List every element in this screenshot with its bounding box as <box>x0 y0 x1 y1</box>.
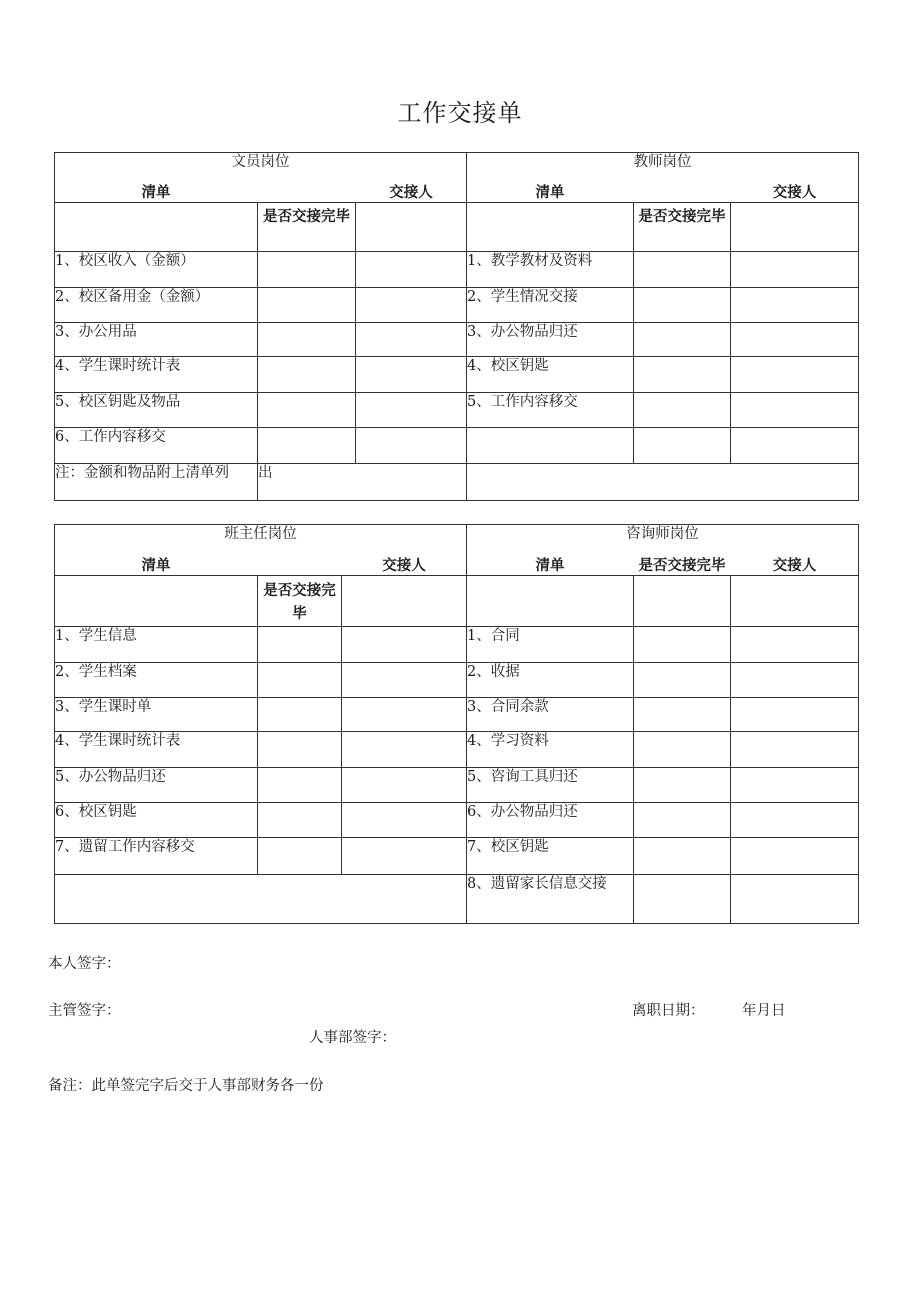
done-cell[interactable] <box>634 252 731 288</box>
empty-cell <box>55 875 467 924</box>
table-row-item: 1、教学教材及资料 <box>467 252 634 288</box>
receiver-cell[interactable] <box>342 698 467 732</box>
table-row-item: 4、学生课时统计表 <box>55 357 258 393</box>
done-cell[interactable] <box>634 428 731 464</box>
receiver-cell[interactable] <box>731 768 859 803</box>
done-cell[interactable] <box>258 252 356 288</box>
receiver-cell[interactable] <box>731 428 859 464</box>
table-row-item: 2、学生档案 <box>55 663 258 698</box>
supervisor-signature-label: 主管签字： <box>48 1003 121 1019</box>
receiver-cell[interactable] <box>731 838 859 875</box>
receiver-cell[interactable] <box>356 393 467 428</box>
section-title-teacher: 教师岗位 <box>467 153 859 203</box>
receiver-cell[interactable] <box>731 803 859 838</box>
column-header-receiver: 交接人 <box>731 576 859 627</box>
receiver-cell[interactable] <box>731 252 859 288</box>
hr-signature-label: 人事部签字： <box>309 1030 396 1046</box>
table-row-item: 3、办公物品归还 <box>467 323 634 357</box>
receiver-cell[interactable] <box>342 838 467 875</box>
receiver-cell[interactable] <box>356 288 467 323</box>
done-cell[interactable] <box>258 663 342 698</box>
done-cell[interactable] <box>258 393 356 428</box>
column-header-receiver: 交接人 <box>356 203 467 252</box>
table-row-item: 8、遗留家长信息交接 <box>467 875 634 924</box>
receiver-cell[interactable] <box>731 732 859 768</box>
done-cell[interactable] <box>258 323 356 357</box>
done-cell[interactable] <box>258 768 342 803</box>
column-header-list: 清单 <box>55 203 258 252</box>
table-row-item: 3、合同余款 <box>467 698 634 732</box>
table-row-item: 5、办公物品归还 <box>55 768 258 803</box>
receiver-cell[interactable] <box>356 428 467 464</box>
column-header-done: 是否交接完毕 <box>258 203 356 252</box>
handover-table-homeroom-consultant <box>54 524 859 924</box>
table-row-item: 7、遗留工作内容移交 <box>55 838 258 875</box>
receiver-cell[interactable] <box>342 627 467 663</box>
receiver-cell[interactable] <box>342 732 467 768</box>
self-signature-label: 本人签字： <box>48 956 121 972</box>
empty-cell <box>467 428 634 464</box>
empty-cell <box>467 464 859 501</box>
receiver-cell[interactable] <box>731 663 859 698</box>
receiver-cell[interactable] <box>356 323 467 357</box>
done-cell[interactable] <box>258 732 342 768</box>
done-cell[interactable] <box>258 428 356 464</box>
done-cell[interactable] <box>634 768 731 803</box>
remark-text: 备注：此单签完字后交于人事部财务各一份 <box>48 1078 324 1094</box>
table-row-item: 1、校区收入（金额） <box>55 252 258 288</box>
column-header-list: 清单 <box>467 203 634 252</box>
table-row-item: 1、学生信息 <box>55 627 258 663</box>
column-header-receiver: 交接人 <box>342 576 467 627</box>
table-row-item: 5、校区钥匙及物品 <box>55 393 258 428</box>
done-cell[interactable] <box>634 803 731 838</box>
table-row-item: 4、校区钥匙 <box>467 357 634 393</box>
receiver-cell[interactable] <box>342 663 467 698</box>
done-cell[interactable] <box>258 803 342 838</box>
column-header-list: 清单 <box>467 576 634 627</box>
receiver-cell[interactable] <box>731 627 859 663</box>
receiver-cell[interactable] <box>731 288 859 323</box>
column-header-receiver: 交接人 <box>731 203 859 252</box>
receiver-cell[interactable] <box>356 357 467 393</box>
done-cell[interactable] <box>258 627 342 663</box>
table-row-item: 2、学生情况交接 <box>467 288 634 323</box>
done-cell[interactable] <box>258 698 342 732</box>
table-row-item: 4、学生课时统计表 <box>55 732 258 768</box>
done-cell[interactable] <box>634 288 731 323</box>
table-row-item: 7、校区钥匙 <box>467 838 634 875</box>
receiver-cell[interactable] <box>731 875 859 924</box>
note-text-continued: 出 <box>258 464 467 501</box>
leave-date-ymd: 年月日 <box>742 1003 786 1019</box>
receiver-cell[interactable] <box>731 323 859 357</box>
handover-table-clerk-teacher <box>54 152 859 501</box>
done-cell[interactable] <box>258 357 356 393</box>
table-row-item: 1、合同 <box>467 627 634 663</box>
column-header-done: 是否交接完毕 <box>634 576 731 627</box>
note-text: 注：金额和物品附上清单列 <box>55 464 258 501</box>
done-cell[interactable] <box>634 323 731 357</box>
receiver-cell[interactable] <box>731 698 859 732</box>
column-header-done: 是否交接完毕 <box>634 203 731 252</box>
leave-date-label: 离职日期： <box>632 1003 705 1019</box>
section-title-clerk: 文员岗位 <box>55 153 467 203</box>
done-cell[interactable] <box>634 357 731 393</box>
page-title: 工作交接单 <box>397 99 523 127</box>
table-row-item: 6、办公物品归还 <box>467 803 634 838</box>
done-cell[interactable] <box>634 732 731 768</box>
table-row-item: 3、学生课时单 <box>55 698 258 732</box>
section-title-consultant: 咨询师岗位 <box>467 525 859 576</box>
receiver-cell[interactable] <box>731 393 859 428</box>
column-header-done: 是否交接完 毕 <box>258 576 342 627</box>
done-cell[interactable] <box>634 627 731 663</box>
table-row-item: 6、校区钥匙 <box>55 803 258 838</box>
column-header-list: 清单 <box>55 576 258 627</box>
table-row-item: 6、工作内容移交 <box>55 428 258 464</box>
done-cell[interactable] <box>634 393 731 428</box>
table-row-item: 2、校区备用金（金额） <box>55 288 258 323</box>
done-cell[interactable] <box>634 698 731 732</box>
done-cell[interactable] <box>258 838 342 875</box>
done-cell[interactable] <box>634 663 731 698</box>
table-row-item: 3、办公用品 <box>55 323 258 357</box>
receiver-cell[interactable] <box>356 252 467 288</box>
receiver-cell[interactable] <box>731 357 859 393</box>
receiver-cell[interactable] <box>342 803 467 838</box>
section-title-homeroom: 班主任岗位 <box>55 525 467 576</box>
done-cell[interactable] <box>258 288 356 323</box>
receiver-cell[interactable] <box>342 768 467 803</box>
table-row-item: 2、收据 <box>467 663 634 698</box>
table-row-item: 4、学习资料 <box>467 732 634 768</box>
table-row-item: 5、工作内容移交 <box>467 393 634 428</box>
done-cell[interactable] <box>634 875 731 924</box>
table-row-item: 5、咨询工具归还 <box>467 768 634 803</box>
done-cell[interactable] <box>634 838 731 875</box>
